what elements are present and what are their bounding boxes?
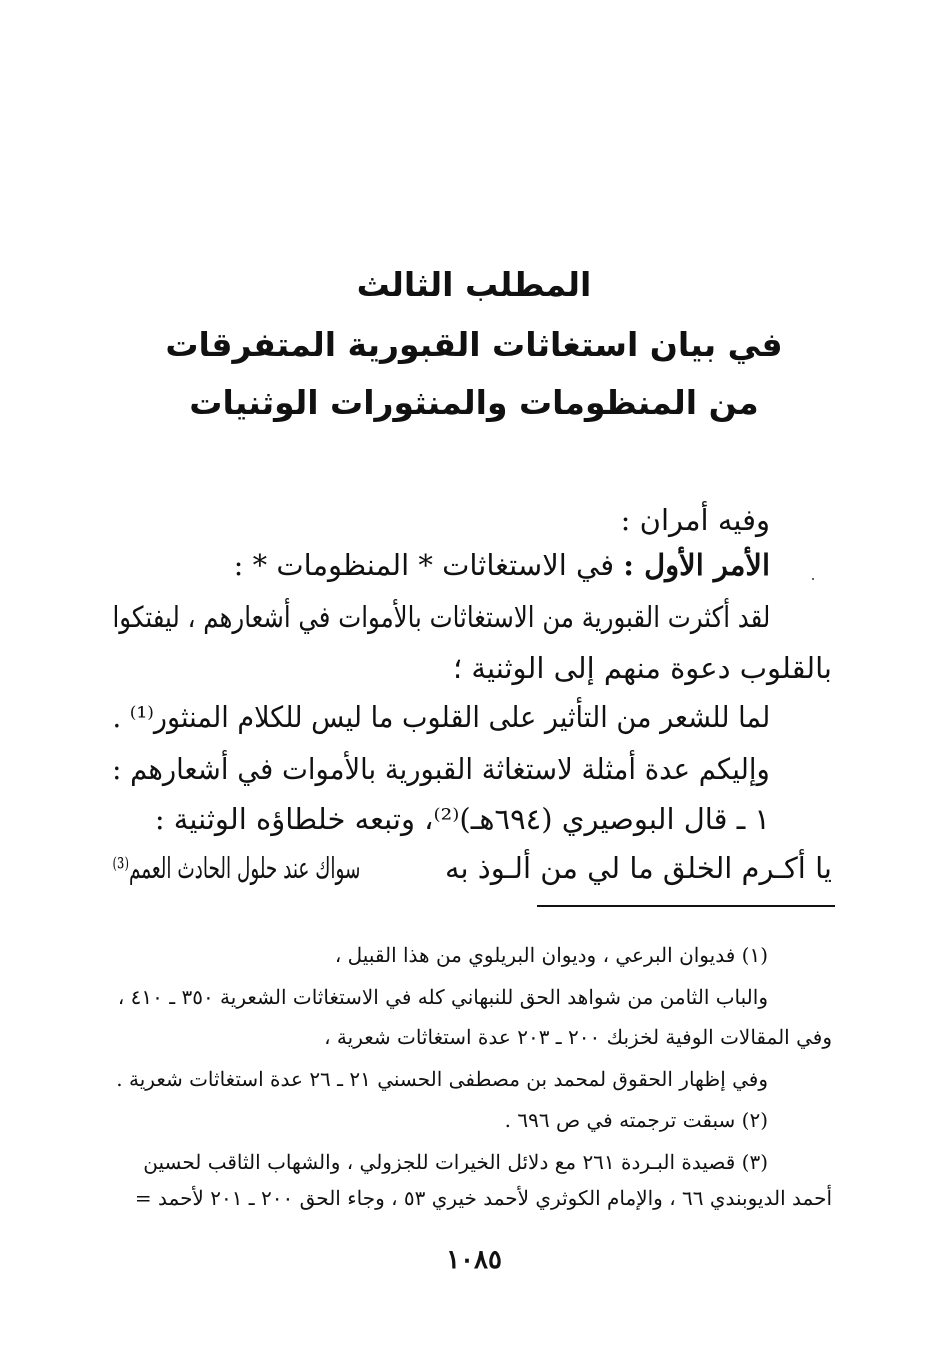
footnote-3-line-1: (٣) قصيدة البـردة ٢٦١ مع دلائل الخيرات للجزولي ، والشهاب الثاقب لحسين	[143, 1150, 768, 1174]
first-matter-line	[234, 545, 770, 585]
paragraph-1-line-2: بالقلوب دعوة منهم إلى الوثنية ؛	[452, 651, 832, 685]
first-matter-label: الأمر الأول :	[623, 548, 770, 582]
paragraph-1-line-1: لقد أكثرت القبورية من الاستغاثات بالأموات في أشعارهم ، ليفتكوا	[112, 600, 770, 634]
section-title: المطلب الثالث	[356, 265, 592, 304]
section-subtitle-line-1: في بيان استغاثات القبورية المتفرقات	[165, 325, 783, 364]
verse-hemistich-2: سواك عند حلول الحادث العمم⁽³⁾	[112, 851, 360, 885]
paragraph-3: وإليكم عدة أمثلة لاستغاثة القبورية بالأموات في أشعارهم :	[112, 752, 770, 786]
margin-mark	[812, 578, 814, 580]
footnote-1-line-4: وفي إظهار الحقوق لمحمد بن مصطفى الحسني ٢١ ـ ٢٦ عدة استغاثات شعرية .	[116, 1067, 768, 1091]
footnote-1-line-1: (١) فديوان البرعي ، وديوان البريلوي من هذا القبيل ،	[334, 943, 768, 967]
page-number: ١٠٨٥	[446, 1245, 502, 1275]
verse-hemistich-1: يا أكـرم الخلق ما لي من ألـوذ به	[444, 851, 832, 885]
paragraph-2: لما للشعر من التأثير على القلوب ما ليس للكلام المنثور⁽¹⁾ .	[112, 700, 771, 734]
footnote-1-line-2: والباب الثامن من شواهد الحق للنبهاني كله في الاستغاثات الشعرية ٣٥٠ ـ ٤١٠ ،	[117, 985, 768, 1009]
footnote-1-line-3: وفي المقالات الوفية لخزبك ٢٠٠ ـ ٢٠٣ عدة استغاثات شعرية ،	[324, 1025, 832, 1049]
footnote-separator	[537, 905, 835, 907]
section-subtitle-line-2: من المنظومات والمنثورات الوثنيات	[189, 383, 759, 422]
first-matter-text: في الاستغاثات * المنظومات * :	[233, 548, 624, 582]
paragraph-4: ١ ـ قال البوصيري (٦٩٤هـ)⁽²⁾، وتبعه خلطاؤه الوثنية :	[154, 802, 770, 836]
footnote-2: (٢) سبقت ترجمته في ص ٦٩٦ .	[504, 1108, 768, 1132]
intro-line: وفيه أمران :	[620, 503, 770, 537]
footnote-3-line-2: أحمد الديوبندي ٦٦ ، والإمام الكوثري لأحمد خيري ٥٣ ، وجاء الحق ٢٠٠ ـ ٢٠١ لأحمد =	[134, 1186, 832, 1210]
